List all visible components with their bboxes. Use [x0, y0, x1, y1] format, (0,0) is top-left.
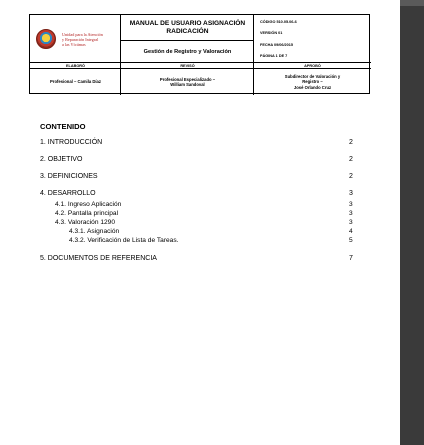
- toc-entry[interactable]: [0, 156, 400, 166]
- page-shadow: [400, 6, 424, 445]
- aprobo-label: APROBÓ: [304, 64, 321, 68]
- toc-entry-page: 3: [349, 219, 353, 226]
- entity-logo: [36, 26, 124, 52]
- toc-entry[interactable]: [0, 139, 400, 149]
- elaboro-label: ELABORÓ: [66, 64, 85, 68]
- toc-entry-page: 3: [349, 190, 353, 197]
- document-subtitle: Gestión de Registro y Valoración: [143, 49, 232, 55]
- document-date: FECHA 09/06/2015: [260, 42, 293, 47]
- reviso-label: REVISÓ: [180, 64, 195, 68]
- document-version: VERSIÓN 01: [260, 31, 283, 36]
- toc-entry[interactable]: [0, 173, 400, 183]
- document-title: MANUAL DE USUARIO ASIGNACIÓN RADICACIÓN: [129, 20, 246, 35]
- logo-cell: [30, 15, 121, 63]
- header-table: [29, 14, 370, 94]
- toc-entry-text: 4.3.2. Verificación de Lista de Tareas.: [69, 237, 179, 244]
- document-code: CÓDIGO 510.05.06-6: [260, 19, 297, 24]
- toc-entry[interactable]: [0, 190, 400, 200]
- toc-entry-text: 4.1. Ingreso Aplicación: [55, 201, 122, 208]
- contents-title: CONTENIDO: [40, 122, 86, 131]
- toc-entry-text: 4.3.1. Asignación: [69, 228, 120, 235]
- toc-entry[interactable]: [0, 255, 400, 265]
- toc-entry-page: 4: [349, 228, 353, 235]
- elaboro-value: Profesional – Camila Díaz: [50, 79, 101, 85]
- toc-entry-text: 1. INTRODUCCIÓN: [40, 139, 103, 146]
- toc-entry-page: 2: [349, 156, 353, 163]
- toc-entry-page: 2: [349, 139, 353, 146]
- toc-entry-text: 5. DOCUMENTOS DE REFERENCIA: [40, 255, 157, 262]
- toc-entry-page: 7: [349, 255, 353, 262]
- toc-entry-page: 2: [349, 173, 353, 180]
- toc-entry[interactable]: [0, 237, 400, 247]
- toc-entry-text: 2. OBJETIVO: [40, 156, 83, 163]
- toc-entry-page: 3: [349, 201, 353, 208]
- toc-entry-text: 3. DEFINICIONES: [40, 173, 98, 180]
- toc-entry-page: 5: [349, 237, 353, 244]
- toc-entry-text: 4. DESARROLLO: [40, 190, 96, 197]
- reviso-value: Profesional Especializado – William Sandoval: [159, 76, 216, 87]
- toc-entry-text: 4.2. Pantalla principal: [55, 210, 119, 217]
- colombia-seal-icon: [36, 29, 56, 49]
- document-metadata: [254, 15, 371, 63]
- toc-entry-page: 3: [349, 210, 353, 217]
- document-page-count: PÁGINA 1 DE 7: [260, 54, 288, 59]
- toc-entry-text: 4.3. Valoración 1290: [55, 219, 115, 226]
- logo-text: Unidad para la Atención y Reparación Integral a las Víctimas: [62, 31, 103, 47]
- aprobo-value: Subdirector de Valoración y Registro – José Orlando Cruz: [284, 74, 341, 90]
